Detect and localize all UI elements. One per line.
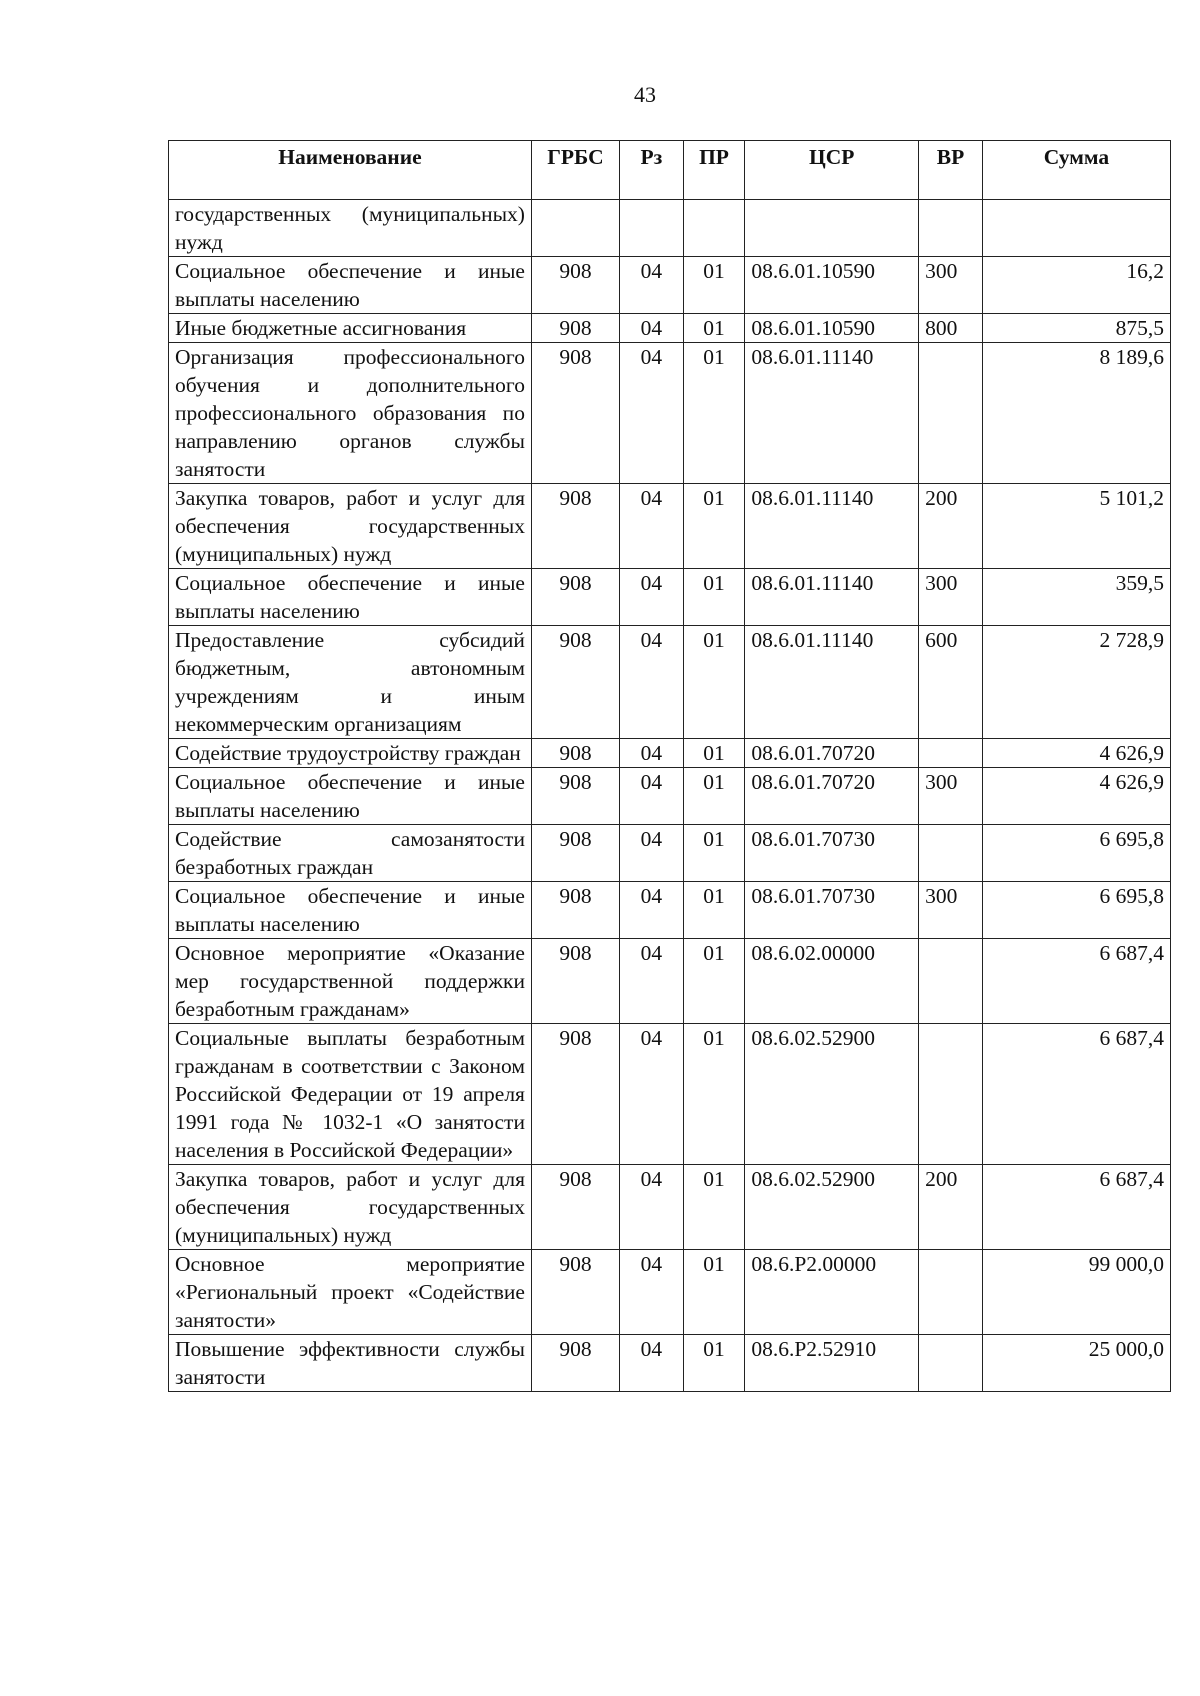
- table-row: [169, 825, 1171, 882]
- cell-name: Основное мероприятие «Оказание мер государственной поддержки безработным гражданам»: [169, 939, 532, 1024]
- cell-csr: 08.6.01.11140: [745, 626, 919, 739]
- cell-csr: 08.6.02.52900: [745, 1024, 919, 1165]
- cell-grbs: 908: [531, 484, 619, 569]
- header-name: Наименование: [169, 141, 532, 200]
- cell-name: Иные бюджетные ассигнования: [169, 314, 532, 343]
- table-row: [169, 939, 1171, 1024]
- cell-vr: [919, 1024, 983, 1165]
- cell-csr: 08.6.01.10590: [745, 314, 919, 343]
- cell-grbs: [531, 200, 619, 257]
- cell-pr: 01: [683, 1165, 745, 1250]
- cell-csr: 08.6.01.70730: [745, 882, 919, 939]
- cell-rz: 04: [619, 939, 683, 1024]
- cell-pr: 01: [683, 1250, 745, 1335]
- cell-sum: 25 000,0: [982, 1335, 1170, 1392]
- cell-csr: 08.6.01.11140: [745, 569, 919, 626]
- cell-rz: 04: [619, 1335, 683, 1392]
- cell-pr: 01: [683, 939, 745, 1024]
- cell-vr: 300: [919, 257, 983, 314]
- cell-grbs: 908: [531, 768, 619, 825]
- cell-rz: 04: [619, 343, 683, 484]
- cell-rz: 04: [619, 1024, 683, 1165]
- cell-csr: 08.6.01.11140: [745, 484, 919, 569]
- header-vr: ВР: [919, 141, 983, 200]
- cell-vr: 200: [919, 484, 983, 569]
- table-row: [169, 1335, 1171, 1392]
- cell-vr: [919, 343, 983, 484]
- cell-csr: 08.6.P2.00000: [745, 1250, 919, 1335]
- cell-sum: 6 687,4: [982, 939, 1170, 1024]
- cell-name: Основное мероприятие «Региональный проект «Содействие занятости»: [169, 1250, 532, 1335]
- cell-sum: 875,5: [982, 314, 1170, 343]
- cell-csr: 08.6.01.70730: [745, 825, 919, 882]
- cell-grbs: 908: [531, 882, 619, 939]
- cell-pr: 01: [683, 768, 745, 825]
- cell-rz: 04: [619, 257, 683, 314]
- cell-grbs: 908: [531, 1335, 619, 1392]
- cell-sum: 6 687,4: [982, 1165, 1170, 1250]
- table-row: [169, 569, 1171, 626]
- cell-sum: 6 695,8: [982, 825, 1170, 882]
- table-row: [169, 484, 1171, 569]
- table-row: [169, 739, 1171, 768]
- cell-pr: 01: [683, 739, 745, 768]
- cell-grbs: 908: [531, 1250, 619, 1335]
- cell-sum: 6 695,8: [982, 882, 1170, 939]
- cell-rz: 04: [619, 626, 683, 739]
- table-row: [169, 200, 1171, 257]
- cell-pr: 01: [683, 882, 745, 939]
- cell-grbs: 908: [531, 314, 619, 343]
- cell-vr: 300: [919, 768, 983, 825]
- cell-csr: 08.6.01.70720: [745, 739, 919, 768]
- header-sum: Сумма: [982, 141, 1170, 200]
- cell-pr: 01: [683, 569, 745, 626]
- page-number: 43: [634, 82, 656, 107]
- cell-vr: 300: [919, 569, 983, 626]
- cell-rz: 04: [619, 314, 683, 343]
- header-row: [169, 141, 1171, 200]
- cell-grbs: 908: [531, 626, 619, 739]
- cell-name: Социальное обеспечение и иные выплаты населению: [169, 257, 532, 314]
- cell-grbs: 908: [531, 1165, 619, 1250]
- cell-sum: 16,2: [982, 257, 1170, 314]
- cell-csr: 08.6.02.00000: [745, 939, 919, 1024]
- cell-sum: 4 626,9: [982, 739, 1170, 768]
- cell-rz: 04: [619, 1250, 683, 1335]
- header-pr: ПР: [683, 141, 745, 200]
- table-row: [169, 626, 1171, 739]
- cell-pr: 01: [683, 257, 745, 314]
- table-row: [169, 1250, 1171, 1335]
- cell-name: государственных (муниципальных) нужд: [169, 200, 532, 257]
- cell-grbs: 908: [531, 257, 619, 314]
- cell-rz: 04: [619, 569, 683, 626]
- header-rz: Рз: [619, 141, 683, 200]
- cell-vr: [919, 1250, 983, 1335]
- cell-pr: 01: [683, 314, 745, 343]
- cell-vr: [919, 939, 983, 1024]
- cell-vr: 200: [919, 1165, 983, 1250]
- budget-table: [168, 140, 1171, 1392]
- cell-rz: 04: [619, 1165, 683, 1250]
- cell-rz: 04: [619, 882, 683, 939]
- cell-vr: 300: [919, 882, 983, 939]
- cell-rz: 04: [619, 739, 683, 768]
- cell-sum: 5 101,2: [982, 484, 1170, 569]
- cell-pr: 01: [683, 1024, 745, 1165]
- cell-sum: 6 687,4: [982, 1024, 1170, 1165]
- cell-name: Организация профессионального обучения и дополнительного профессионального образования по направлению органов службы занятости: [169, 343, 532, 484]
- cell-sum: 99 000,0: [982, 1250, 1170, 1335]
- cell-pr: 01: [683, 484, 745, 569]
- cell-rz: 04: [619, 768, 683, 825]
- cell-rz: 04: [619, 825, 683, 882]
- cell-pr: [683, 200, 745, 257]
- cell-name: Социальное обеспечение и иные выплаты населению: [169, 768, 532, 825]
- cell-name: Социальное обеспечение и иные выплаты населению: [169, 882, 532, 939]
- cell-rz: 04: [619, 484, 683, 569]
- cell-pr: 01: [683, 626, 745, 739]
- cell-csr: 08.6.P2.52910: [745, 1335, 919, 1392]
- cell-grbs: 908: [531, 939, 619, 1024]
- cell-csr: 08.6.02.52900: [745, 1165, 919, 1250]
- cell-name: Закупка товаров, работ и услуг для обеспечения государственных (муниципальных) нужд: [169, 484, 532, 569]
- cell-vr: [919, 200, 983, 257]
- table-row: [169, 1165, 1171, 1250]
- cell-grbs: 908: [531, 343, 619, 484]
- cell-sum: 4 626,9: [982, 768, 1170, 825]
- cell-grbs: 908: [531, 1024, 619, 1165]
- cell-name: Закупка товаров, работ и услуг для обеспечения государственных (муниципальных) нужд: [169, 1165, 532, 1250]
- cell-sum: 359,5: [982, 569, 1170, 626]
- cell-vr: [919, 1335, 983, 1392]
- header-csr: ЦСР: [745, 141, 919, 200]
- cell-grbs: 908: [531, 569, 619, 626]
- table-row: [169, 768, 1171, 825]
- table-row: [169, 314, 1171, 343]
- cell-grbs: 908: [531, 739, 619, 768]
- cell-pr: 01: [683, 1335, 745, 1392]
- cell-csr: [745, 200, 919, 257]
- table-body: [169, 200, 1171, 1392]
- cell-name: Социальные выплаты безработным гражданам в соответствии с Законом Российской Федерации от 19 апреля 1991 года № 1032-1 «О занятости населения в Российской Федерации»: [169, 1024, 532, 1165]
- cell-name: Содействие самозанятости безработных граждан: [169, 825, 532, 882]
- cell-name: Социальное обеспечение и иные выплаты населению: [169, 569, 532, 626]
- header-grbs: ГРБС: [531, 141, 619, 200]
- cell-sum: 2 728,9: [982, 626, 1170, 739]
- table-row: [169, 1024, 1171, 1165]
- cell-csr: 08.6.01.10590: [745, 257, 919, 314]
- cell-sum: [982, 200, 1170, 257]
- cell-vr: 600: [919, 626, 983, 739]
- cell-name: Повышение эффективности службы занятости: [169, 1335, 532, 1392]
- cell-vr: [919, 739, 983, 768]
- cell-vr: 800: [919, 314, 983, 343]
- cell-vr: [919, 825, 983, 882]
- table-row: [169, 882, 1171, 939]
- cell-name: Предоставление субсидий бюджетным, автономным учреждениям и иным некоммерческим организациям: [169, 626, 532, 739]
- cell-csr: 08.6.01.70720: [745, 768, 919, 825]
- cell-name: Содействие трудоустройству граждан: [169, 739, 532, 768]
- table-row: [169, 257, 1171, 314]
- cell-pr: 01: [683, 343, 745, 484]
- cell-grbs: 908: [531, 825, 619, 882]
- cell-csr: 08.6.01.11140: [745, 343, 919, 484]
- table-row: [169, 343, 1171, 484]
- cell-rz: [619, 200, 683, 257]
- cell-sum: 8 189,6: [982, 343, 1170, 484]
- cell-pr: 01: [683, 825, 745, 882]
